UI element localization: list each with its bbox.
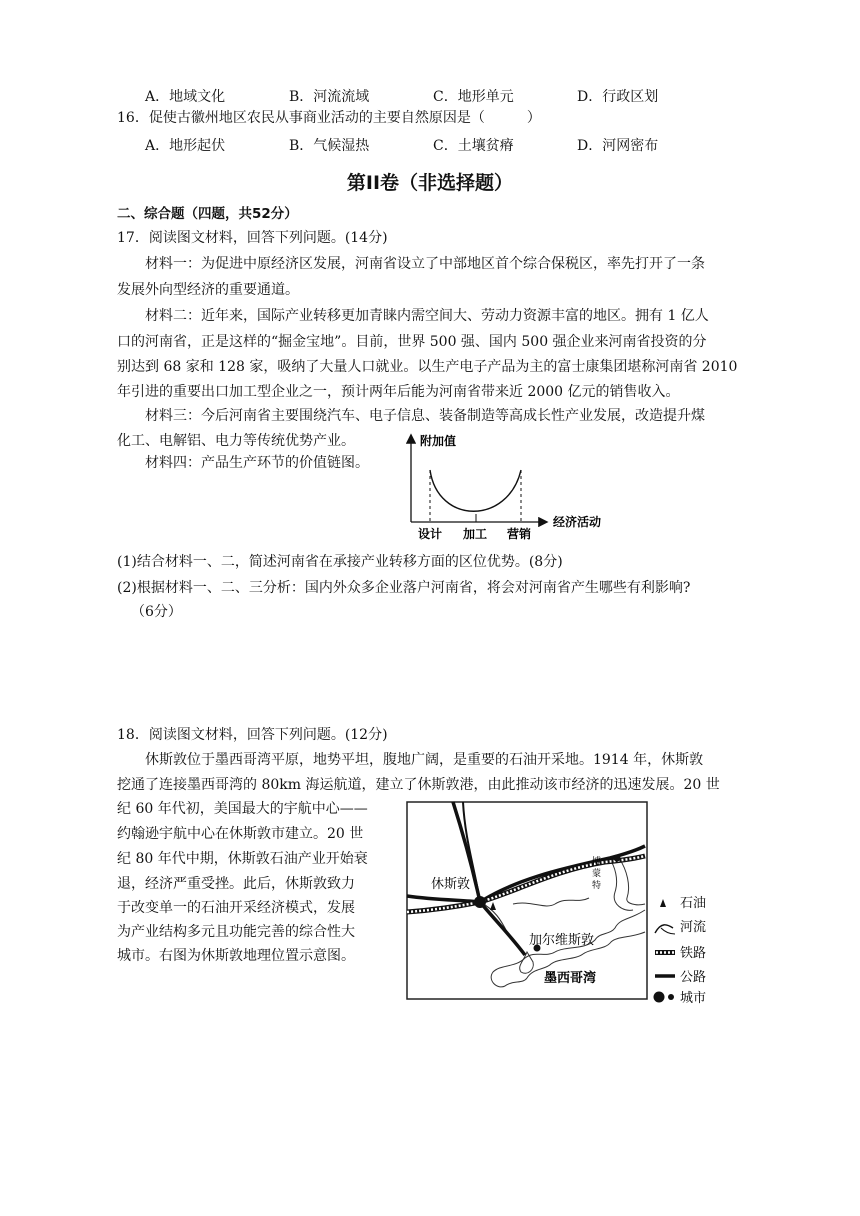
q17-text-line: 口的河南省，正是这样的“掘金宝地”。目前，世界 500 强、国内 500 强企业来河南省投资的分 [117,334,707,350]
q16-option-b: B．气候湿热 [289,138,370,154]
legend-river-icon [655,925,673,933]
value-chain-diagram [398,430,623,545]
q17-text-line: 发展外向型经济的重要通道。 [117,282,299,298]
q17-sub1: (1)结合材料一、二，简述河南省在承接产业转移方面的区位优势。(8分) [117,554,563,570]
q17-text-line: 化工、电解铝、电力等传统优势产业。 [117,433,355,449]
legend-city-label: 城市 [680,991,707,1005]
city-beaumont-marker [614,855,621,862]
q16-stem: 16．促使古徽州地区农民从事商业活动的主要自然原因是（ ） [117,110,541,126]
q18-left-line: 纪 60 年代初，美国最大的宇航中心—— [117,801,368,817]
legend-railway-label: 铁路 [680,946,707,961]
gulf-label: 墨西哥湾 [544,971,597,986]
tick-label-processing: 加工 [463,527,488,541]
city-beaumont-label-3: 特 [592,881,602,891]
q18-left-line: 纪 80 年代中期，休斯敦石油产业开始衰 [117,851,368,867]
q18-left-line: 城市。右图为休斯敦地理位置示意图。 [117,948,355,964]
q15-option-b: B．河流流域 [289,89,370,105]
smile-curve [430,470,521,511]
city-houston-label: 休斯敦 [431,877,471,892]
q15-option-a: A．地域文化 [145,89,226,105]
houston-location-map [405,800,725,1005]
q18-text-line: 挖通了连接墨西哥湾的 80km 海运航道，建立了休斯敦港，由此推动该市经济的迅速发展。20 世 [117,777,720,793]
q15-option-c: C．地形单元 [433,89,514,105]
q17-text-line: 年引进的重要出口加工型企业之一，预计两年后能为河南省带来近 2000 亿元的销售收入。 [117,384,680,400]
q17-text-line: 别达到 68 家和 128 家，吸纳了大量人口就业。以生产电子产品为主的富士康集团堪称河南省 2010 [117,359,738,375]
legend-city-small-icon [668,994,674,1000]
section-header: 二、综合题（四题，共52分） [117,206,298,222]
q17-text-line: 材料二：近年来，国际产业转移更加青睐内需空间大、劳动力资源丰富的地区。拥有 1 亿人 [117,308,709,324]
legend-oil-label: 石油 [680,896,707,911]
y-axis-label: 附加值 [420,434,457,448]
city-beaumont-label-2: 蒙 [592,869,602,879]
q16-option-a: A．地形起伏 [145,138,226,154]
q16-option-c: C．土壤贫瘠 [433,138,514,154]
q17-text-line: 材料一：为促进中原经济区发展，河南省设立了中部地区首个综合保税区，率先打开了一条 [117,256,705,272]
x-axis-label: 经济活动 [553,515,602,529]
q18-left-line: 约翰逊宇航中心在休斯敦市建立。20 世 [117,826,364,842]
legend-oil-icon [660,899,666,907]
tick-label-marketing: 营销 [507,527,532,541]
q17-text-line: 材料四：产品生产环节的价值链图。 [117,455,369,471]
city-houston-marker [474,896,486,908]
legend-river-icon [661,928,675,934]
q18-left-line: 退，经济严重受挫。此后，休斯敦致力 [117,876,355,892]
q18-left-line: 于改变单一的石油开采经济模式，发展 [117,900,355,916]
q17-stem: 17．阅读图文材料，回答下列问题。(14分) [117,230,388,246]
q15-option-d: D．行政区划 [577,89,659,105]
q16-option-d: D．河网密布 [577,138,659,154]
legend-highway-label: 公路 [680,970,707,985]
q17-text-line: 材料三：今后河南省主要围绕汽车、电子信息、装备制造等高成长性产业发展，改造提升煤 [117,408,705,424]
tick-label-design: 设计 [418,527,443,541]
q18-text-line: 休斯敦位于墨西哥湾平原，地势平坦，腹地广阔，是重要的石油开采地。1914 年，休斯敦 [117,752,704,768]
section-title: 第II卷（非选择题） [346,172,514,194]
q18-stem: 18．阅读图文材料，回答下列问题。(12分) [117,727,388,743]
legend-river-label: 河流 [680,920,707,935]
q17-sub2: (2)根据材料一、二、三分析：国内外众多企业落户河南省，将会对河南省产生哪些有利影响? [117,580,691,596]
city-beaumont-label-1: 博 [592,857,602,867]
q17-sub2-score: （6分） [131,604,182,620]
legend-city-large-icon [654,992,665,1003]
city-galveston-label: 加尔维斯敦 [529,933,595,948]
q18-left-line: 为产业结构多元且功能完善的综合性大 [117,924,355,940]
